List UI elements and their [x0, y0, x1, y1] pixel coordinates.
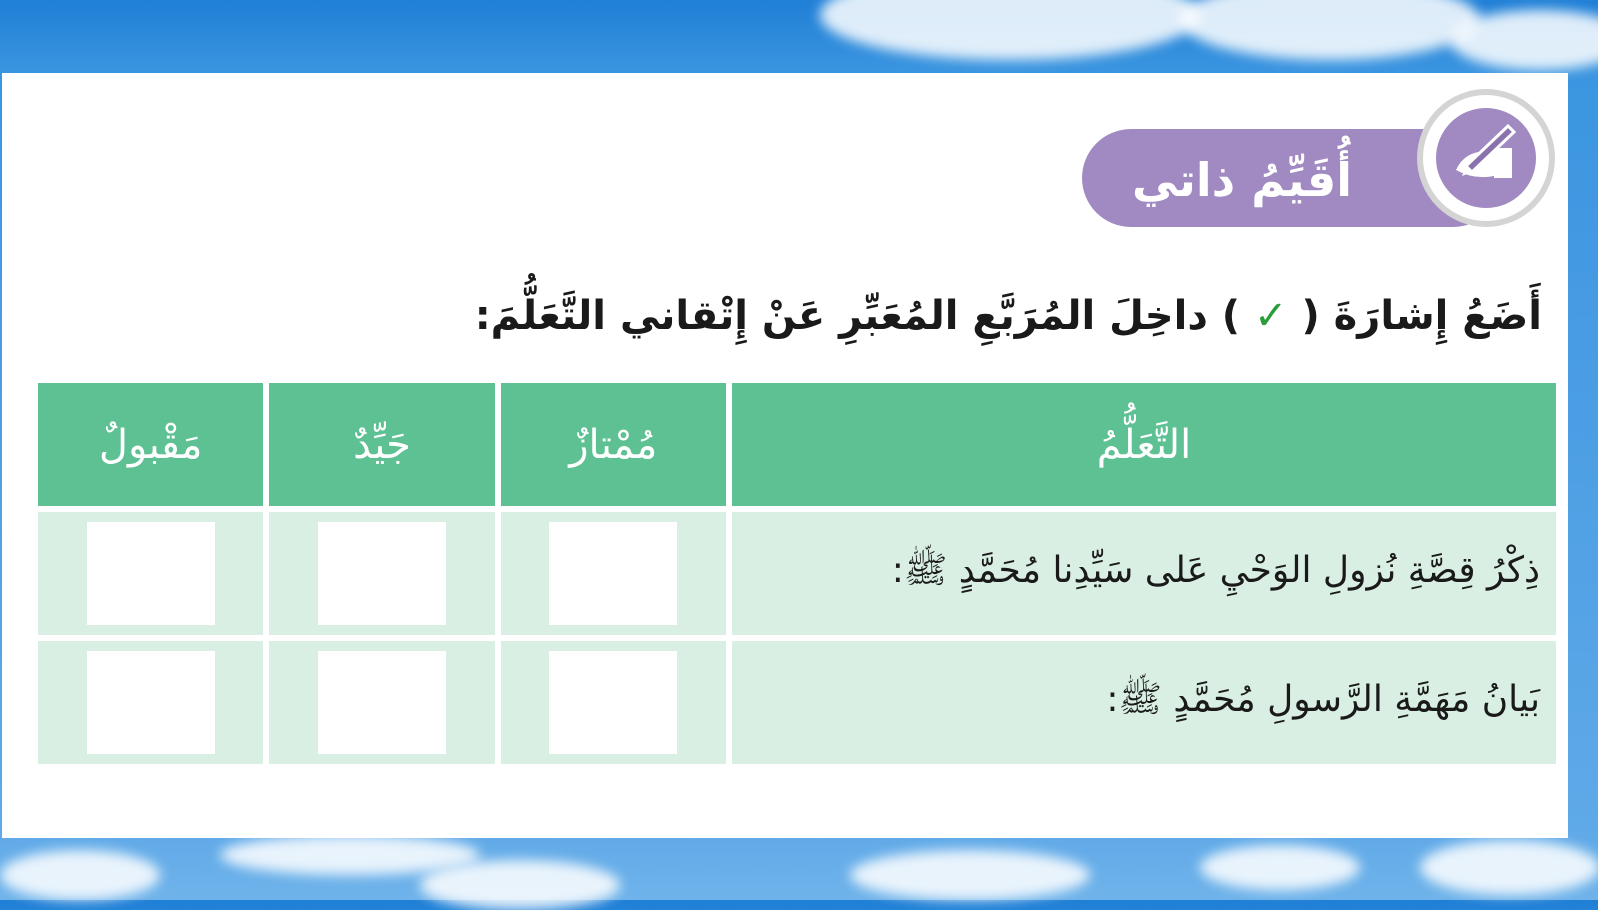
self-assessment-table: [32, 377, 1562, 770]
rating-cell-excellent: [501, 641, 726, 764]
content-panel: [2, 73, 1568, 838]
rating-cell-excellent: [501, 512, 726, 635]
table-row: [38, 512, 1556, 635]
checkbox-acceptable[interactable]: [87, 522, 215, 625]
header-excellent: مُمْتازٌ: [501, 383, 726, 506]
cloud: [1420, 840, 1598, 895]
table-header-row: [38, 383, 1556, 506]
cloud: [1200, 845, 1360, 890]
pen-writing-icon: [1436, 108, 1536, 208]
checkbox-acceptable[interactable]: [87, 651, 215, 754]
header-learning: التَّعَلُّمُ: [732, 383, 1556, 506]
check-mark-icon: ✓: [1254, 293, 1288, 339]
rating-cell-good: [269, 512, 494, 635]
section-icon-badge: [1417, 89, 1555, 227]
checkbox-excellent[interactable]: [549, 651, 677, 754]
learning-cell: ذِكْرُ قِصَّةِ نُزولِ الوَحْيِ عَلى سَيِّدِنا مُحَمَّدٍ ﷺ:: [732, 512, 1556, 635]
header-good: جَيِّدٌ: [269, 383, 494, 506]
cloud: [820, 0, 1200, 60]
instruction-after: ) داخِلَ المُرَبَّعِ المُعَبِّرِ عَنْ إِتْقاني التَّعَلُّمَ:: [474, 293, 1241, 339]
cloud: [1180, 0, 1480, 60]
section-title: أُقَيِّمُ ذاتي: [1132, 153, 1352, 207]
instruction-text: [474, 281, 1542, 351]
rating-cell-acceptable: [38, 512, 263, 635]
cloud: [0, 850, 160, 900]
learning-cell: بَيانُ مَهَمَّةِ الرَّسولِ مُحَمَّدٍ ﷺ:: [732, 641, 1556, 764]
rating-cell-acceptable: [38, 641, 263, 764]
instruction-before: أَضَعُ إِشارَةَ (: [1301, 293, 1542, 339]
table-row: [38, 641, 1556, 764]
cloud: [850, 850, 1090, 900]
header-acceptable: مَقْبولٌ: [38, 383, 263, 506]
checkbox-excellent[interactable]: [549, 522, 677, 625]
checkbox-good[interactable]: [318, 651, 446, 754]
rating-cell-good: [269, 641, 494, 764]
cloud: [420, 860, 620, 910]
cloud: [1450, 10, 1598, 70]
checkbox-good[interactable]: [318, 522, 446, 625]
